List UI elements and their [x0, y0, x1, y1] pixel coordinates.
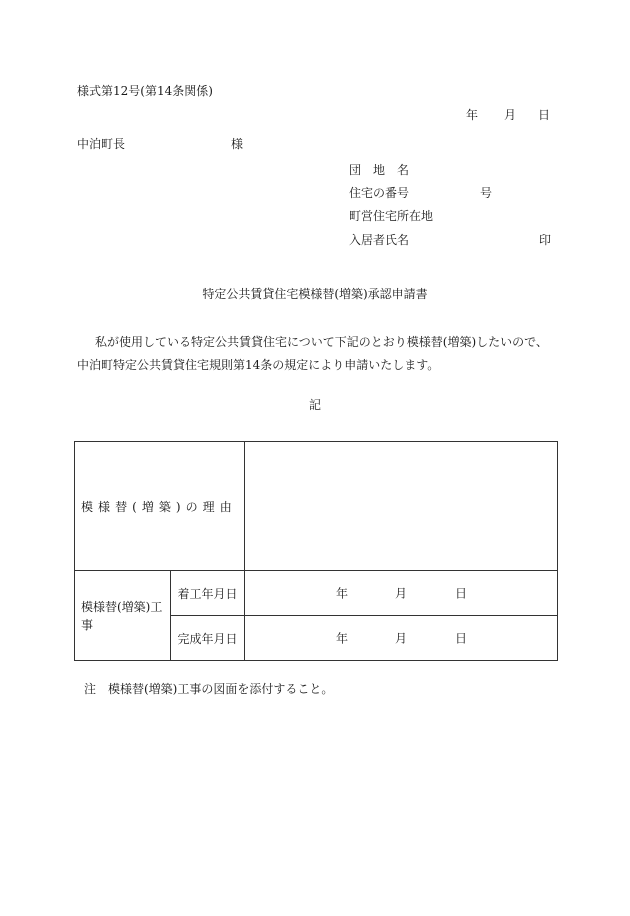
start-date-field[interactable] — [245, 571, 558, 616]
application-body: 私が使用している特定公共賃貸住宅について下記のとおり模様替(増築)したいので、中泊町特定公共賃貸住宅規則第14条の規定により申請いたします。 — [77, 335, 548, 372]
application-table — [74, 441, 558, 661]
completion-year-label: 年 — [336, 631, 349, 646]
form-number: 様式第12号(第14条関係) — [77, 84, 213, 98]
start-year-label: 年 — [336, 586, 349, 601]
date-year-label: 年 — [466, 108, 479, 122]
address-label: 町営住宅所在地 — [349, 209, 434, 223]
complex-name-label: 団 地 名 — [349, 163, 410, 177]
reason-field[interactable] — [245, 442, 558, 571]
addressee-honorific: 様 — [231, 137, 244, 151]
reason-label: 模様替(増築)の理由 — [75, 442, 245, 571]
resident-name-label: 入居者氏名 — [349, 233, 410, 247]
house-number-label: 住宅の番号 — [349, 186, 410, 200]
start-month-label: 月 — [395, 586, 408, 601]
completion-date-label: 完成年月日 — [171, 616, 245, 661]
completion-month-label: 月 — [395, 631, 408, 646]
work-label: 模様替(増築)工事 — [75, 571, 171, 661]
ki-heading: 記 — [308, 398, 321, 412]
start-day-label: 日 — [455, 586, 468, 601]
completion-date-field[interactable] — [245, 616, 558, 661]
date-day-label: 日 — [538, 108, 551, 122]
date-month-label: 月 — [504, 108, 517, 122]
document-title: 特定公共賃貸住宅模様替(増築)承認申請書 — [202, 287, 428, 301]
house-number-suffix: 号 — [480, 186, 493, 200]
attachment-note: 注 模様替(増築)工事の図面を添付すること。 — [84, 682, 334, 696]
addressee-name: 中泊町長 — [77, 137, 126, 151]
seal-mark: 印 — [539, 233, 552, 247]
start-date-label: 着工年月日 — [171, 571, 245, 616]
completion-day-label: 日 — [455, 631, 468, 646]
